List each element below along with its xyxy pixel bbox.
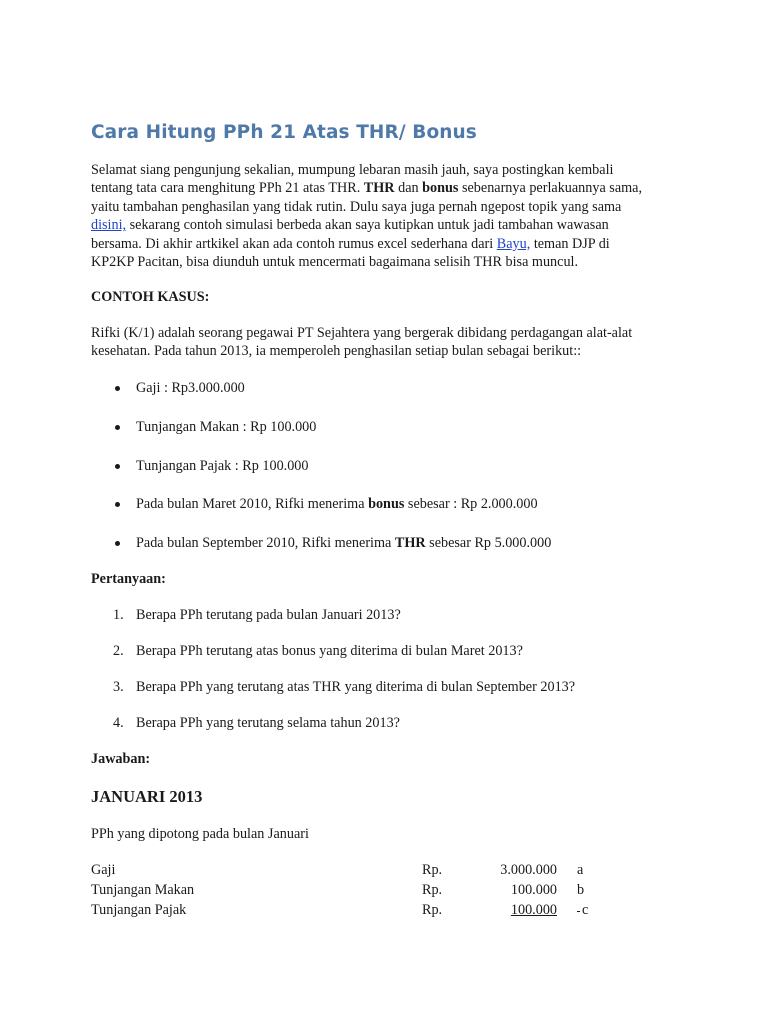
bullet-text-part: sebesar : Rp 2.000.000 (404, 496, 538, 512)
bayu-link[interactable]: Bayu, (496, 235, 531, 252)
row-currency: Rp. (422, 902, 443, 918)
bullet-icon (115, 386, 120, 391)
case-paragraph (91, 324, 716, 361)
month-heading: JANUARI 2013 (91, 787, 203, 806)
row-amount: 100.000 (510, 902, 557, 918)
case-line-1: Rifki (K/1) adalah seorang pegawai PT Sejahtera yang bergerak dibidang perdagangan alat-alat (91, 325, 633, 341)
row-label: Tunjangan Pajak (91, 902, 187, 918)
table-row (91, 882, 711, 902)
intro-line-4 (91, 216, 716, 234)
row-label: Gaji (91, 862, 116, 878)
intro-text: tentang tata cara menghitung PPh 21 atas THR. (91, 180, 364, 197)
bullet-icon (115, 502, 120, 507)
row-amount: 100.000 (510, 882, 557, 898)
row-currency: Rp. (422, 882, 443, 898)
intro-text: teman DJP di (530, 235, 610, 252)
intro-text: sekarang contoh simulasi berbeda akan saya kutipkan untuk jadi tambahan wawasan (126, 217, 609, 234)
intro-text: dan (394, 180, 423, 197)
bullet-text-part: Gaji : Rp3.000.000 (136, 380, 245, 396)
bullet-text-part: Tunjangan Pajak : Rp 100.000 (136, 458, 309, 474)
disini-link[interactable]: disini, (91, 217, 127, 234)
bullet-text-part: Pada bulan September 2010, Rifki menerima (136, 535, 395, 551)
bullet-text-part: sebesar Rp 5.000.000 (425, 535, 552, 551)
question-text: Berapa PPh terutang pada bulan Januari 2013? (136, 607, 401, 623)
question-text: Berapa PPh terutang atas bonus yang diterima di bulan Maret 2013? (136, 643, 523, 659)
intro-line-6: KP2KP Pacitan, bisa diunduh untuk mencermati bagaimana selisih THR bisa muncul. (91, 254, 579, 271)
month-intro: PPh yang dipotong pada bulan Januari (91, 826, 309, 842)
intro-line-5 (91, 235, 716, 253)
intro-text: bersama. Di akhir artkikel akan ada contoh rumus excel sederhana dari (91, 235, 497, 252)
question-text: Berapa PPh yang terutang atas THR yang diterima di bulan September 2013? (136, 679, 576, 695)
table-row (91, 862, 711, 882)
bonus-bold: bonus (422, 180, 459, 197)
bullet-text (136, 380, 245, 397)
list-number: 1. (113, 607, 124, 623)
bullet-icon (115, 464, 120, 469)
row-amount: 3.000.000 (500, 862, 557, 878)
questions-heading: Pertanyaan: (91, 571, 166, 587)
answer-heading: Jawaban: (91, 751, 151, 767)
row-letter: b (577, 882, 585, 898)
bullet-icon (115, 541, 120, 546)
question-text: Berapa PPh yang terutang selama tahun 2013? (136, 715, 400, 731)
case-line-2: kesehatan. Pada tahun 2013, ia memperoleh penghasilan setiap bulan sebagai berikut:: (91, 343, 582, 360)
intro-line-3: yaitu tambahan penghasilan yang tidak rutin. Dulu saya juga pernah ngepost topik yang sama (91, 198, 622, 215)
list-number: 3. (113, 679, 124, 695)
bullet-text-part: Pada bulan Maret 2010, Rifki menerima (136, 496, 369, 512)
intro-line-2 (91, 179, 716, 197)
row-letter: c (577, 902, 588, 919)
row-letter: a (577, 862, 584, 878)
thr-bold: THR (363, 180, 395, 197)
thr-bold: THR (394, 535, 426, 551)
bonus-bold: bonus (368, 496, 405, 512)
bullet-icon (115, 425, 120, 430)
list-number: 4. (113, 715, 124, 731)
intro-line-1: Selamat siang pengunjung sekalian, mumpung lebaran masih jauh, saya postingkan kembali (91, 162, 614, 178)
bullet-text (136, 535, 551, 552)
table-row (91, 902, 711, 922)
row-label: Tunjangan Makan (91, 882, 195, 898)
bullet-text (136, 458, 309, 475)
case-heading: CONTOH KASUS: (91, 289, 210, 305)
intro-text: sebenarnya perlakuannya sama, (458, 180, 643, 197)
intro-paragraph (91, 161, 716, 271)
bullet-text (136, 496, 538, 513)
bullet-text (136, 419, 316, 436)
bullet-text-part: Tunjangan Makan : Rp 100.000 (136, 419, 317, 435)
list-number: 2. (113, 643, 124, 659)
row-currency: Rp. (422, 862, 443, 878)
article-title: Cara Hitung PPh 21 Atas THR/ Bonus (91, 122, 477, 143)
